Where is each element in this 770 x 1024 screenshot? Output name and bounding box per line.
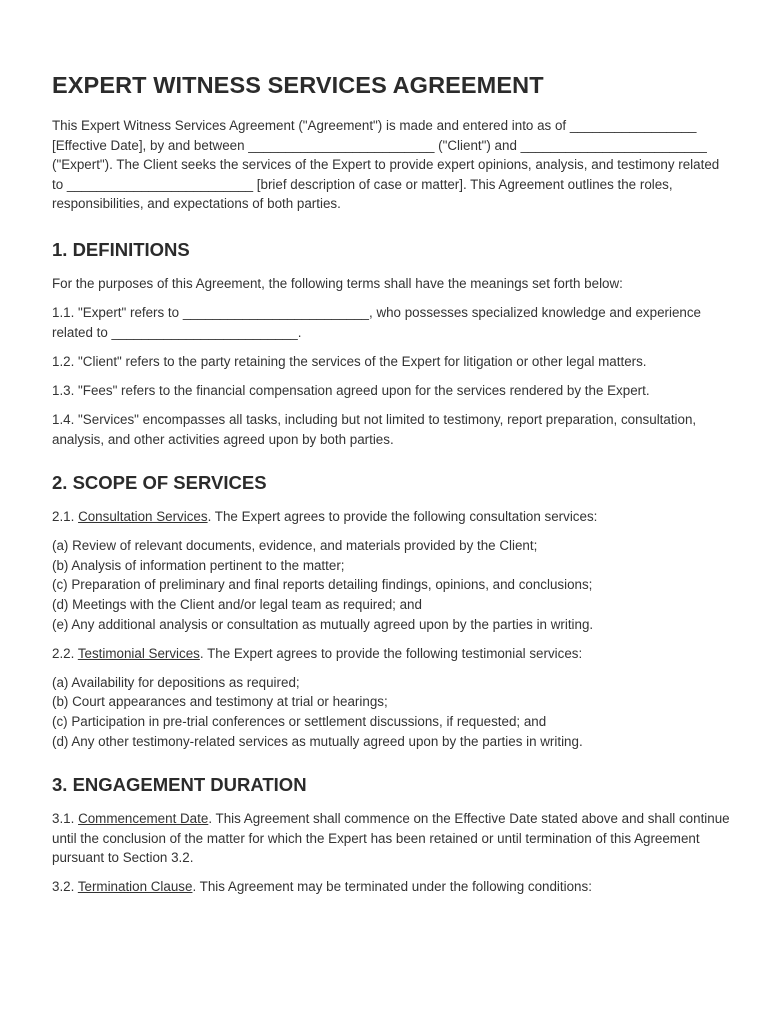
clause-1-1: 1.1. "Expert" refers to _________________________, who possesses specialized knowledge and experience related to _________________________.: [52, 305, 701, 340]
section-heading-engagement: 3. ENGAGEMENT DURATION: [52, 774, 307, 796]
clause-text: . This Agreement shall commence on the Effective Date stated above and shall continue until the conclusion of the matter for which the Expert has been retained or until termination of this Agreement pursuant to Section 3.2.: [52, 811, 730, 866]
consultation-services-list: [52, 536, 730, 634]
clause-title-consultation: Consultation Services: [78, 509, 208, 525]
list-item: (a) Review of relevant documents, evidence, and materials provided by the Client;: [52, 538, 538, 554]
intro-paragraph: This Expert Witness Services Agreement ("Agreement") is made and entered into as of _________________ [Effective Date], by and between _________________________ ("Client") and _________________________ ("Expert"). The Client seeks the services of the Expert to provide expert opinions, analysis, and testimony related to _________________________ [brief description of case or matter]. This Agreement outlines the roles, responsibilities, and expectations of both parties.: [52, 118, 720, 212]
section-scope-of-services: [52, 471, 730, 751]
clause-text: . This Agreement may be terminated under the following conditions:: [192, 879, 592, 895]
clause-1-2: 1.2. "Client" refers to the party retaining the services of the Expert for litigation or other legal matters.: [52, 353, 647, 369]
testimonial-services-list: [52, 673, 730, 751]
list-item: (d) Meetings with the Client and/or legal team as required; and: [52, 597, 422, 612]
clause-number: 2.1.: [52, 509, 79, 525]
clause-number: 3.2.: [52, 879, 78, 895]
list-item: (b) Court appearances and testimony at trial or hearings;: [52, 694, 388, 710]
section-definitions: [52, 238, 730, 449]
clause-title-termination: Termination Clause: [77, 879, 193, 895]
list-item: (c) Participation in pre-trial conferences or settlement discussions, if requested; and: [52, 713, 547, 729]
clause-3-2: [52, 877, 730, 897]
clause-2-2: [52, 644, 730, 664]
section-heading-definitions: 1. DEFINITIONS: [52, 238, 190, 260]
clause-text: . The Expert agrees to provide the following consultation services:: [207, 509, 598, 525]
clause-text: . The Expert agrees to provide the following testimonial services:: [199, 645, 583, 661]
list-item: (e) Any additional analysis or consultation as mutually agreed upon by the parties in writing.: [52, 616, 594, 632]
list-item: (b) Analysis of information pertinent to the matter;: [52, 557, 345, 573]
clause-2-1: [52, 507, 730, 527]
document-title: EXPERT WITNESS SERVICES AGREEMENT: [52, 72, 544, 98]
clause-1-4: 1.4. "Services" encompasses all tasks, including but not limited to testimony, report preparation, consultation, analysis, and other activities agreed upon by both parties.: [52, 411, 697, 447]
clause-number: 3.1.: [52, 811, 79, 827]
list-item: (d) Any other testimony-related services as mutually agreed upon by the parties in writing.: [52, 733, 583, 749]
clause-number: 2.2.: [52, 645, 78, 661]
clause-title-testimonial: Testimonial Services: [77, 645, 200, 661]
clause-1-3: 1.3. "Fees" refers to the financial compensation agreed upon for the services rendered by the Expert.: [52, 382, 650, 398]
section-heading-scope: 2. SCOPE OF SERVICES: [52, 472, 267, 494]
definitions-lead: For the purposes of this Agreement, the following terms shall have the meanings set forth below:: [52, 275, 623, 291]
section-engagement-duration: [52, 773, 730, 897]
clause-title-commencement: Commencement Date: [78, 811, 209, 827]
clause-3-1: [52, 809, 730, 868]
list-item: (a) Availability for depositions as required;: [52, 674, 300, 690]
list-item: (c) Preparation of preliminary and final reports detailing findings, opinions, and conclusions;: [52, 577, 593, 593]
